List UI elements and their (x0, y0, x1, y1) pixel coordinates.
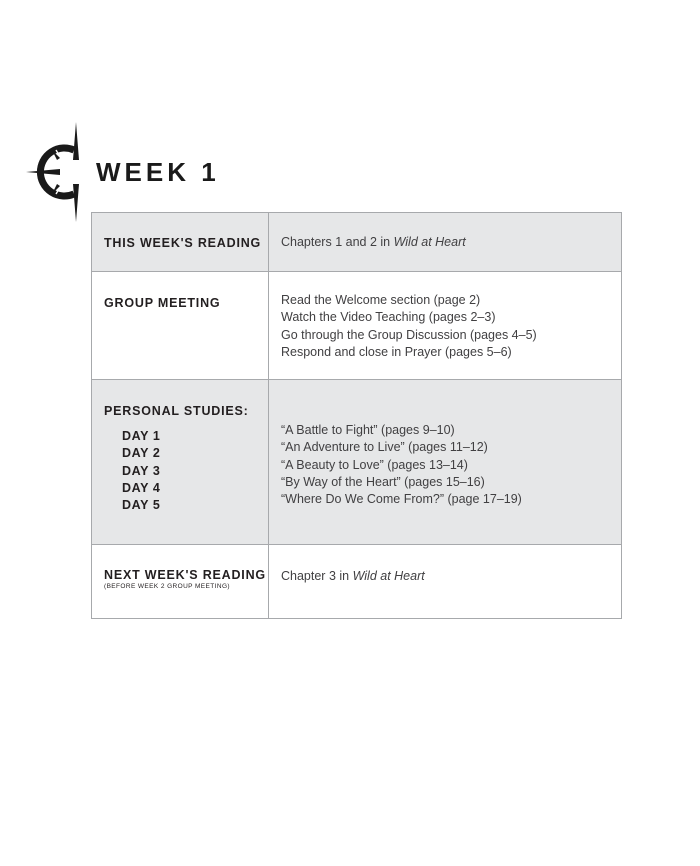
page-title: WEEK 1 (96, 156, 220, 187)
compass-star-icon (26, 120, 84, 224)
book-title: Wild at Heart (352, 569, 425, 583)
table-row (92, 213, 622, 272)
list-item: “Where Do We Come From?” (page 17–19) (281, 492, 522, 507)
row-content (269, 272, 621, 361)
weekly-schedule-table (91, 212, 622, 619)
row-label: NEXT WEEK'S READING (104, 568, 266, 582)
row-content: Chapters 1 and 2 in Wild at Heart (281, 235, 466, 249)
list-item: Watch the Video Teaching (pages 2–3) (281, 310, 496, 325)
row-label: PERSONAL STUDIES: (104, 404, 249, 418)
day-list (122, 428, 268, 514)
list-item: “By Way of the Heart” (pages 15–16) (281, 474, 485, 489)
list-item: “A Beauty to Love” (pages 13–14) (281, 457, 468, 472)
table-row (92, 545, 622, 619)
row-label: GROUP MEETING (104, 296, 221, 310)
table-row (92, 380, 622, 545)
row-content (269, 380, 621, 508)
list-item: Respond and close in Prayer (pages 5–6) (281, 344, 512, 359)
table-row (92, 272, 622, 380)
day-label: DAY 1 (122, 429, 161, 443)
day-label: DAY 4 (122, 480, 161, 495)
book-title: Wild at Heart (393, 235, 466, 249)
week-header (26, 120, 220, 224)
row-content: Chapter 3 in Wild at Heart (281, 569, 425, 583)
list-item: Read the Welcome section (page 2) (281, 293, 481, 307)
list-item: Go through the Group Discussion (pages 4–5) (281, 327, 537, 342)
row-sublabel: (BEFORE WEEK 2 GROUP MEETING) (104, 583, 230, 590)
list-item: “An Adventure to Live” (pages 11–12) (281, 440, 488, 455)
day-label: DAY 2 (122, 446, 161, 461)
row-label: THIS WEEK'S READING (104, 236, 262, 250)
list-item: “A Battle to Fight” (pages 9–10) (281, 423, 455, 437)
day-label: DAY 3 (122, 463, 161, 478)
day-label: DAY 5 (122, 498, 161, 513)
